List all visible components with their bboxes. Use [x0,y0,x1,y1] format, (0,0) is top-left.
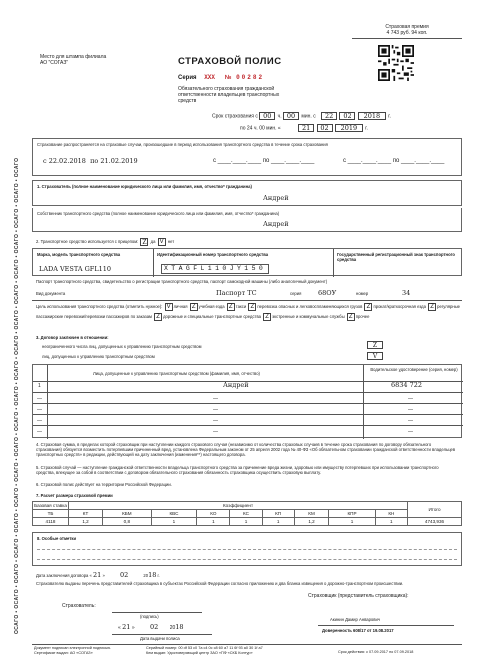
paragraph-6: 6. Страховой полис действует на территории Российской Федерации. [36,482,172,487]
calc-h-kt: КТ [69,510,103,518]
paragraph-4: 4. Страховая сумма, в пределах которой страховщик при наступлении каждого страхового случая (независимо от количества страховых случаев в течение срока страхования по договору обязательного страхования) обязуется возместить потерпевшим причиненный вред, установлена Федеральным законом от 25 апреля 2002 года № 40-ФЗ «Об обязательном страховании гражданской ответственности владельцев транспортных средств» в редакции, действующей на дату заключения (изменения**) настоящего договора. [36,442,456,458]
purpose-personal-mark: V [166,303,171,310]
stamp-place: Место для штампа филиала АО "СОГАЗ" [40,54,107,66]
calc-h-kp: КП [262,510,294,518]
purpose-special-mark: Z [154,313,162,321]
special-section [32,532,462,566]
purpose-passenger-mark: Z [428,303,436,311]
period-1-to: 21.02.2019 [100,157,138,165]
vehicle-vin-label: Идентификационный номер транспортного средства [157,252,269,257]
footer-left [34,646,111,655]
page-title: СТРАХОВОЙ ПОЛИС [178,56,282,67]
purpose-rental: прокат/краткосрочная езда [373,304,426,309]
calc-base-label: Базовая ставка [34,502,67,508]
number-label: № [224,75,232,81]
passport-series-label: серия [290,291,302,296]
premium-label: Страховая премия [385,24,429,30]
premium-block [352,24,462,36]
calc-v-km: 1,2 [294,518,329,526]
rep-power: Доверенность 608/17 от 19.08.2017 [322,628,394,633]
period-text: Страхование распространяется на страховые случаи, произошедшие в период использования транспортного средства в течение срока страхования [37,142,328,147]
calc-h-kn: КН [375,510,407,518]
passport-doc-label: Вид документа [36,291,66,296]
calc-h-kbm: КБМ [103,510,152,518]
calc-v-kvs: 1 [151,518,197,526]
purpose-rental-mark: Z [364,303,372,311]
purpose-taxi: такси [235,304,247,309]
term-from-day: 22 [321,112,337,120]
policy-series [178,74,264,82]
driver-1-license: 6834 722 [391,381,423,389]
calc-v-kbm: 0,8 [103,518,152,526]
purpose-dangerous-mark: Z [248,303,256,311]
contract-date-year: 20 [143,573,149,578]
calc-coef-label: Коэффициент [69,502,408,510]
term-to-label: по 24 ч. 00 мин. « [240,125,281,132]
purpose-training: учебная езда [198,304,225,309]
series-value: ХХХ [204,74,216,81]
calc-h-km: КМ [294,510,329,518]
vehicle-vin: XTAGFL110JY150 [161,264,269,274]
paragraph-5: 5. Страховой случай — наступление гражданской ответственности владельца транспортного средства за причинение вреда жизни, здоровью или имуществу потерпевших при использовании транспортного средства, влекущее за собой в соответствии с договором обязательного страхования обязанность страховщика осуществить страховую выплату. [36,465,439,476]
footer-signed: Документ подписан электронной подписью. [34,646,112,650]
term-row [212,112,391,120]
contract-limited: лиц, допущенных к управлению транспортным средством [42,354,155,359]
driver-empty-rows: — — — — [37,396,42,435]
term-from-month: 02 [339,112,355,120]
owner-name: Андрей [263,220,289,228]
contract-unlimited-mark: Z [367,341,383,349]
policy-subtitle: Обязательного страхования гражданской ответственности владельцев транспортных средств [178,86,280,104]
trailer-no-box: V [159,239,164,245]
driver-1-number: 1 [38,383,41,389]
purpose-emergency-mark: Z [263,313,271,321]
calc-h-kpr: КПР [329,510,375,518]
vehicle-model: LADA VESTA GFL110 [39,265,112,273]
insurer-section [32,180,462,206]
calc-h-kvs: КВС [151,510,197,518]
calc-h-tb: ТБ [33,510,69,518]
period-2: с ____.____.____ по ____.____.____ [213,158,315,164]
calc-v-kt: 1,2 [69,518,103,526]
contract-date: Дата заключения договора « 21 » 02 2018 г. [36,571,160,579]
purpose-label: Цель использования транспортного средства (отметить нужное): [36,304,163,309]
term-to-row [240,124,368,132]
insurer-name: Андрей [263,194,289,202]
trailer-mark: Z [142,239,147,246]
calc-v-ko: 1 [197,518,230,526]
passport-doc: Паспорт ТС [216,289,257,297]
contract-date-suffix: г. [157,573,160,578]
insurer-sign-caption: (подпись) [140,614,159,619]
purpose-emergency: экстренные и коммунальные службы [272,314,345,319]
contract-date-day: 21 [93,571,102,579]
rep-name: Акинин Дамир Анварович [330,617,380,622]
purpose-dangerous: перевозка опасных и легковоспламеняющихся грузов [257,304,363,309]
term-to-year: 2019 [335,124,363,132]
contract-limited-mark: V [367,352,383,360]
passport-label: Паспорт транспортного средства, свидетельство о регистрации транспортного средства, паспорт самоходной машины (либо аналогичный документ) [36,279,328,284]
period-1-from: 22.02.2018 [48,157,86,165]
contract-date-year2: 18 [148,571,157,579]
rep-label: Страховщик (представитель страховщика): [308,593,409,599]
term-year-suffix: г. [388,113,391,120]
special-label: 8. Особые отметки [37,536,77,541]
calc-h-ks: КС [230,510,262,518]
term-to-year-suffix: г. [365,125,368,132]
purpose-personal: личная [173,304,188,309]
purpose-other-mark: Z [347,313,355,321]
vehicle-section [32,248,462,276]
period-3: с ____.____.____ по ____.____.____ [343,158,445,164]
calc-table [32,501,462,526]
contract-unlimited: неограниченного числа лиц, допущенных к управлению транспортным средством [42,344,202,349]
purpose-passenger: регулярные пассажирские перевозки/перевозки пассажиров по заказам [36,304,460,319]
calc-v-kp: 1 [262,518,294,526]
issue-date-day: 21 [122,623,131,631]
term-h-label: ч. [277,113,282,120]
driver-empty-licenses: — — — — [408,396,413,435]
period-section [32,138,462,176]
trailer-no: нет [167,239,175,245]
passport-number-label: номер [356,291,369,296]
premium-value: 4 743 руб. 94 коп. [386,30,428,36]
term-from-year: 2018 [358,112,386,120]
passport-number: 34 [402,289,411,297]
purpose-block [36,302,461,322]
vehicle-model-label: Марка, модель транспортного средства [37,252,121,257]
footer-cert: Сертификат выдан: АО «СОГАЗ» [34,650,93,655]
issue-date-year: 18 [175,623,184,631]
term-label: Срок страхования с [212,113,258,120]
issue-date: « 21 » 02 2018 [118,623,184,631]
issued-note: Страхователю выданы перечень представителей страховщика в субъектах Российской Федерации согласно приложению и два бланка извещения о дорожно-транспортном происшествии. [36,581,404,586]
calc-v-kpr: 1 [329,518,375,526]
purpose-other: прочее [355,314,370,319]
osago-side-stamp: ОСАГО • ОСАГО • ОСАГО • ОСАГО • ОСАГО • ОСАГО • ОСАГО • ОСАГО • ОСАГО • ОСАГО • ОСАГО • ОСАГО • ОСАГО • ОСАГО • ОСАГО • ОСАГО • ОСАГО • ОСАГО • ОСАГО [14,157,20,634]
drivers-col-license: Водительское удостоверение (серия, номер) [370,367,458,372]
calc-v-tb: 4118 [33,518,69,526]
purpose-training-mark: Z [190,303,198,311]
calc-total-label: Итого [408,502,462,518]
passport-series: 68ОУ [318,289,337,297]
footer-issuer: Кем выдан: Удостоверяющий центр ЗАО «ПФ «СКБ Контур» [146,650,253,655]
purpose-special: дорожные и специальные транспортные средства [163,314,261,319]
driver-empty-names: — — — — [213,396,218,435]
calc-v-ks: 1 [230,518,262,526]
calc-total: 4743,936 [408,518,462,526]
term-from-minutes: 00 [283,112,299,120]
footer-serial: Серийный номер: 00 df 53 c0 7a c4 0c c8 60 a7 11 6f 93 a0 30 1f a7 [146,646,263,650]
qr-code-icon [378,45,414,81]
period-1: с 22.02.2018 по 21.02.2019 [43,157,138,165]
owner-label: Собственник транспортного средства (полное наименование юридического лица или фамилия, имя, отчество* гражданина) [37,211,280,216]
calc-h-ko: КО [197,510,230,518]
contract-label: 3. Договор заключен в отношении: [36,335,109,340]
drivers-table [32,364,462,438]
term-to-month: 02 [317,124,333,132]
term-to-day: 21 [298,124,314,132]
term-from-hours: 00 [259,112,275,120]
issue-date-month: 02 [150,623,159,631]
footer-validity: Срок действия: с 07.09.2017 по 07.09.2018 [338,650,414,654]
series-label: Серия [178,75,197,81]
contract-date-month: 02 [119,571,129,579]
trailer-yes: да [150,239,156,245]
trailer-label: 2. Транспортное средство используется с прицепом: [36,239,139,245]
calc-title: 7. Расчет размера страховой премии [36,493,113,498]
contract-date-label: Дата заключения договора « [36,573,92,578]
drivers-col-person: Лица, допущенные к управлению транспортным средством (фамилия, имя, отчество) [93,371,260,376]
insurer-label: 1. Страхователь (полное наименование юридического лица или фамилия, имя, отчество* гражданина) [37,184,252,189]
calc-v-kn: 1 [375,518,407,526]
driver-1-name: Андрей [223,381,249,389]
term-min-label: мин. с [301,113,316,120]
insurer-sign-label: Страхователь: [62,603,96,609]
trailer-row [36,238,174,246]
footer-center [146,646,263,655]
issue-date-caption: Дата выдачи полиса [140,636,180,641]
purpose-taxi-mark: Z [227,303,235,311]
vehicle-reg-label: Государственный регистрационный знак транспортного средства [337,252,455,263]
policy-number: 00282 [236,74,265,81]
owner-section [32,208,462,232]
